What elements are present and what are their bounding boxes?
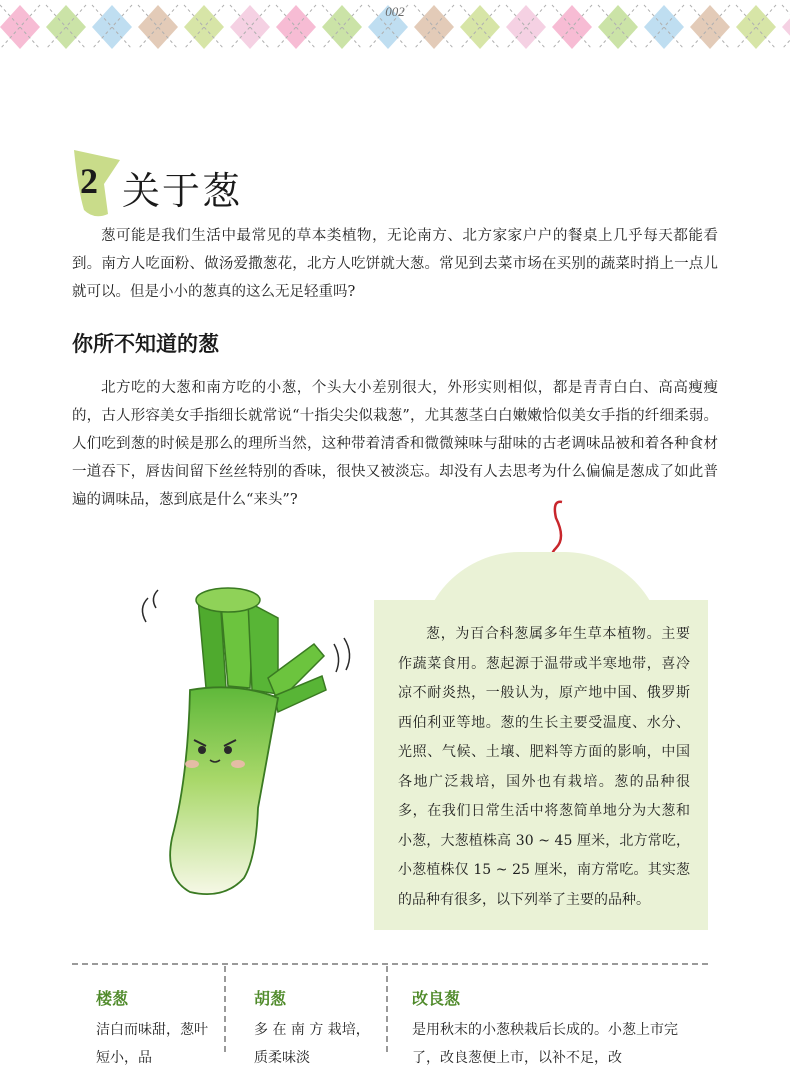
column-divider <box>386 966 388 1052</box>
page-number: 002 <box>385 4 405 19</box>
dashed-divider <box>72 963 708 965</box>
variety-description: 多 在 南 方 栽培，质柔味淡 <box>254 1022 370 1066</box>
section-paragraph: 北方吃的大葱和南方吃的小葱，个头大小差别很大，外形实则相似，都是青青白白、高高瘦瘦的，古人形容美女手指细长就常说“十指尖尖似栽葱”，尤其葱茎白白嫩嫩恰似美女手指的纤细柔弱。人们吃到葱的时候是那么的理所当然，这种带着清香和微微辣味与甜味的古老调味品被和着各种食材一道吞下，唇齿间留下丝丝特别的香味，很快又被淡忘。却没有人去思考为什么偏偏是葱成了如此普遍的调味品，葱到底是什么“来头”? <box>72 380 718 508</box>
intro-paragraph: 葱可能是我们生活中最常见的草本类植物，无论南方、北方家家户户的餐桌上几乎每天都能看到。南方人吃面粉、做汤爱撒葱花，北方人吃饼就大葱。常见到去菜市场在买别的蔬菜时捎上一点儿就可以。但是小小的葱真的这么无足轻重吗? <box>72 228 718 300</box>
variety-name: 楼葱 <box>96 989 129 1008</box>
variety-description: 是用秋末的小葱秧栽后长成的。小葱上市完了，改良葱便上市，以补不足，改 <box>412 1022 678 1066</box>
variety-description: 洁白而味甜，葱叶短小，品 <box>96 1022 208 1066</box>
section-heading: 你所不知道的葱 <box>72 332 219 356</box>
info-card-text: 葱，为百合科葱属多年生草本植物。主要作蔬菜食用。葱起源于温带或半寒地带，喜冷凉不耐炎热，一般认为，原产地中国、俄罗斯西伯利亚等地。葱的生长主要受温度、水分、光照、气候、土壤、肥料等方面的影响，中国各地广泛栽培，国外也有栽培。葱的品种很多，在我们日常生活中将葱简单地分为大葱和小葱，大葱植株高 30 ~ 45 厘米，北方常吃，小葱植株仅 15 ~ 25 厘米，南方常吃。其实葱的品种有很多，以下列举了主要的品种。 <box>398 626 690 908</box>
chapter-title: 关于葱 <box>122 169 243 213</box>
column-divider <box>224 966 226 1052</box>
variety-name: 改良葱 <box>412 989 461 1008</box>
variety-name: 胡葱 <box>254 989 287 1008</box>
chapter-number: 2 <box>80 161 98 201</box>
scallion-illustration <box>128 578 358 908</box>
